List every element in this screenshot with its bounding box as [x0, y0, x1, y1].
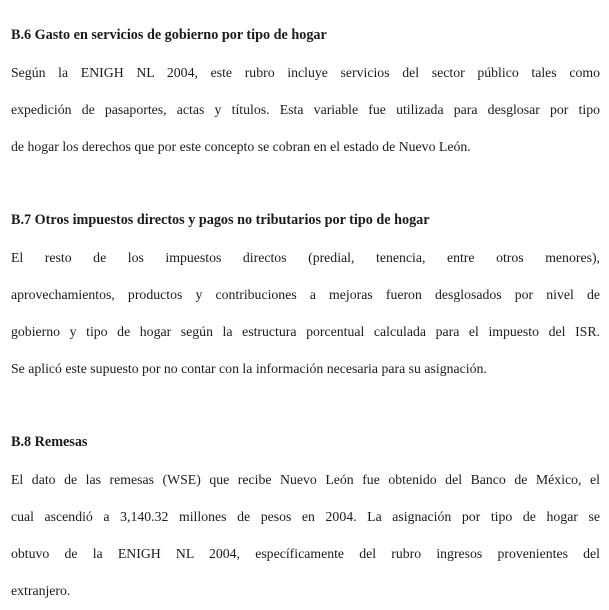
document-section	[11, 424, 600, 609]
paragraph	[11, 239, 600, 387]
section-heading: B.8 Remesas	[11, 434, 88, 450]
paragraph	[11, 54, 600, 165]
document-section	[11, 17, 600, 165]
text-line: gobierno y tipo de hogar según la estructura porcentual calculada para el impuesto del ISR.	[11, 324, 600, 339]
text-line: El dato de las remesas (WSE) que recibe Nuevo León fue obtenido del Banco de México, el	[11, 472, 600, 487]
paragraph	[11, 461, 600, 609]
section-heading: B.7 Otros impuestos directos y pagos no tributarios por tipo de hogar	[11, 212, 430, 228]
text-line: cual ascendió a 3,140.32 millones de pesos en 2004. La asignación por tipo de hogar se	[11, 509, 600, 524]
text-line: Se aplicó este supuesto por no contar con la información necesaria para su asignación.	[11, 361, 487, 376]
text-line: aprovechamientos, productos y contribuciones a mejoras fueron desglosados por nivel de	[11, 287, 600, 302]
text-line: expedición de pasaportes, actas y títulos. Esta variable fue utilizada para desglosar por tipo	[11, 102, 600, 117]
text-line: de hogar los derechos que por este concepto se cobran en el estado de Nuevo León.	[11, 139, 471, 154]
text-line: obtuvo de la ENIGH NL 2004, específicamente del rubro ingresos provenientes del	[11, 546, 600, 561]
text-line: El resto de los impuestos directos (predial, tenencia, entre otros menores),	[11, 250, 600, 265]
text-line: Según la ENIGH NL 2004, este rubro incluye servicios del sector público tales como	[11, 65, 600, 80]
document-section	[11, 202, 600, 387]
section-heading: B.6 Gasto en servicios de gobierno por tipo de hogar	[11, 27, 327, 43]
text-line: extranjero.	[11, 583, 71, 598]
